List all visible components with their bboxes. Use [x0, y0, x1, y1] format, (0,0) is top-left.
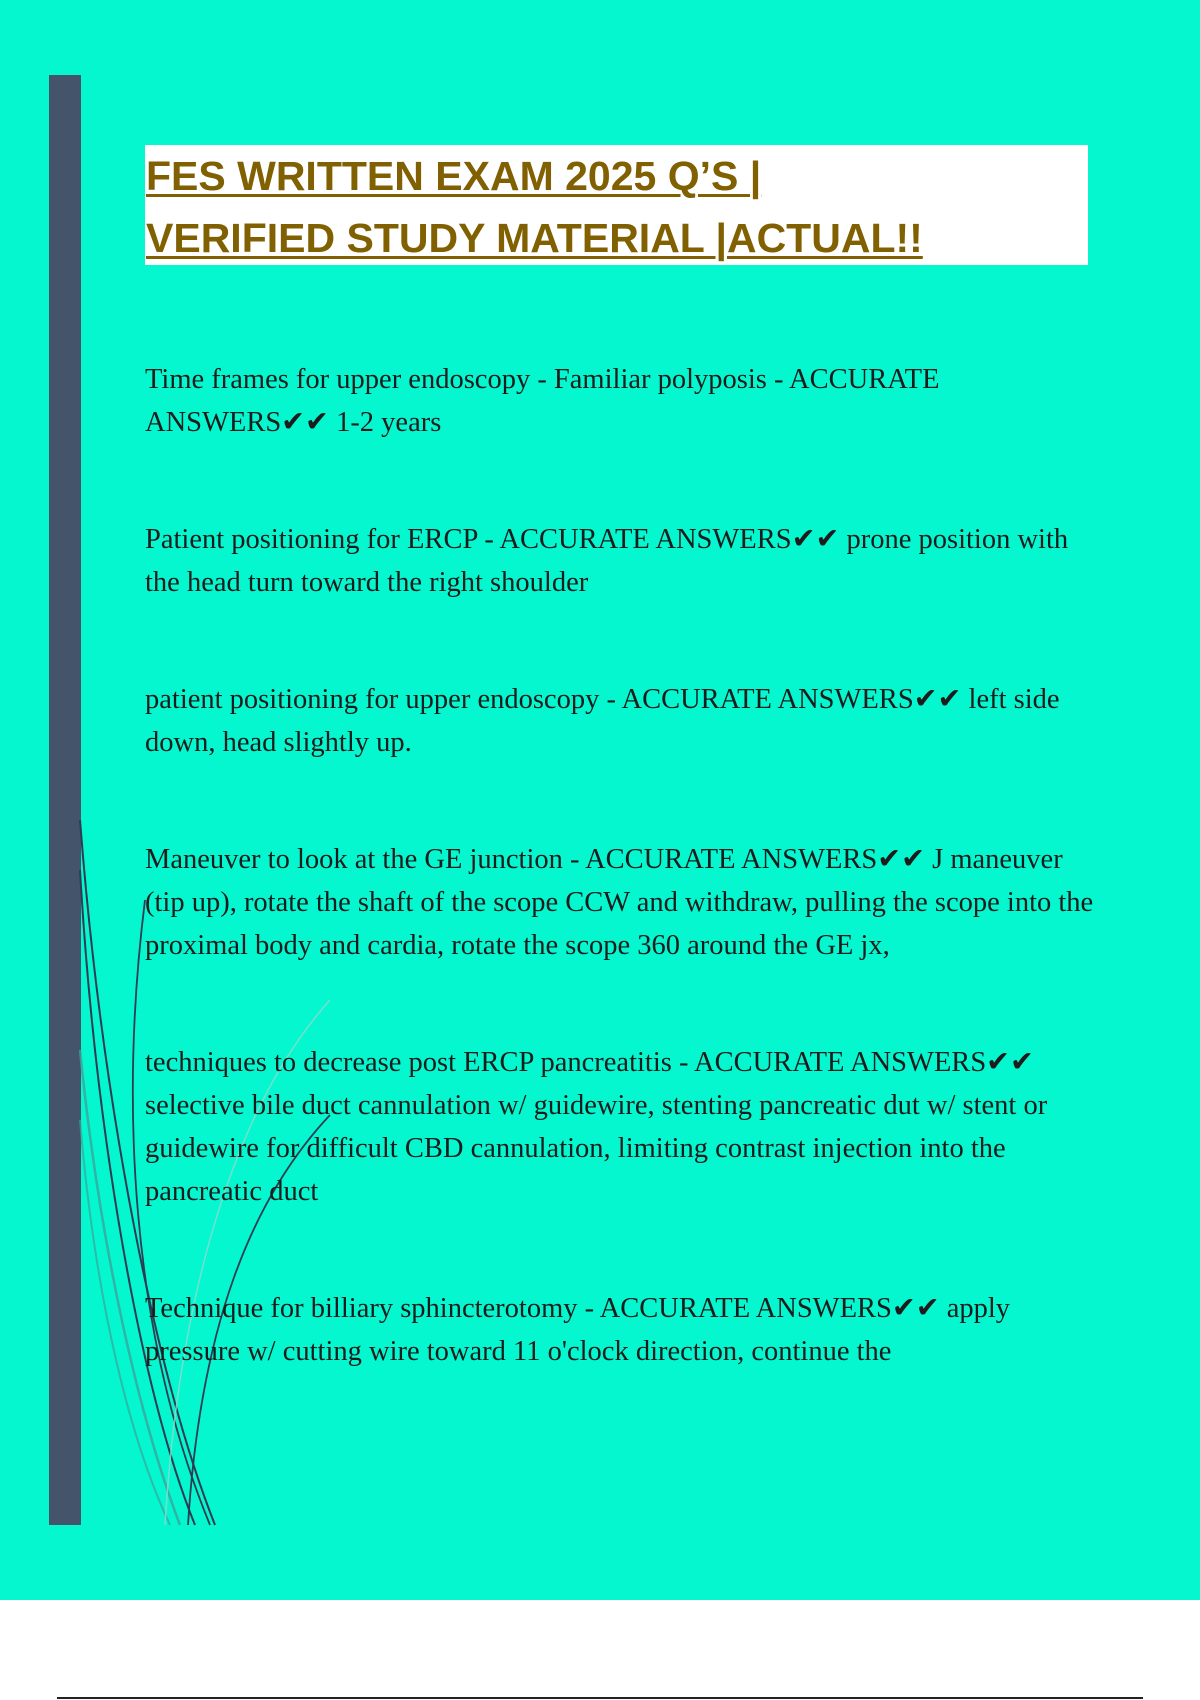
title-line-1: FES WRITTEN EXAM 2025 Q’S | [146, 153, 762, 199]
qa-item-ercp-positioning: Patient positioning for ERCP - ACCURATE ANSWERS✔✔ prone position with the head turn toward the right shoulder [145, 524, 1069, 598]
qa-item-post-ercp-pancreatitis: techniques to decrease post ERCP pancreatitis - ACCURATE ANSWERS✔✔ selective bile duct cannulation w/ guidewire, stenting pancreatic dut w/ stent or guidewire for difficult CBD cannulation, limiting contrast injection into the pancreatic duct [145, 1047, 1048, 1207]
document-title [145, 145, 1088, 269]
qa-item-endoscopy-timeframes: Time frames for upper endoscopy - Familiar polyposis - ACCURATE ANSWERS✔✔ 1-2 years [145, 364, 940, 438]
qa-item-upper-endoscopy-positioning: patient positioning for upper endoscopy - ACCURATE ANSWERS✔✔ left side down, head slightly up. [145, 684, 1060, 758]
qa-list [145, 358, 1095, 1447]
title-box [145, 145, 1088, 265]
qa-item-ge-junction-maneuver: Maneuver to look at the GE junction - ACCURATE ANSWERS✔✔ J maneuver (tip up), rotate the shaft of the scope CCW and withdraw, pulling the scope into the proximal body and cardia, rotate the scope 360 around the GE jx, [145, 844, 1094, 961]
qa-item-biliary-sphincterotomy: Technique for billiary sphincterotomy - ACCURATE ANSWERS✔✔ apply pressure w/ cutting wire toward 11 o'clock direction, continue the [145, 1293, 1011, 1367]
title-line-2: VERIFIED STUDY MATERIAL |ACTUAL!! [146, 215, 923, 261]
footer-divider [57, 1697, 1143, 1699]
